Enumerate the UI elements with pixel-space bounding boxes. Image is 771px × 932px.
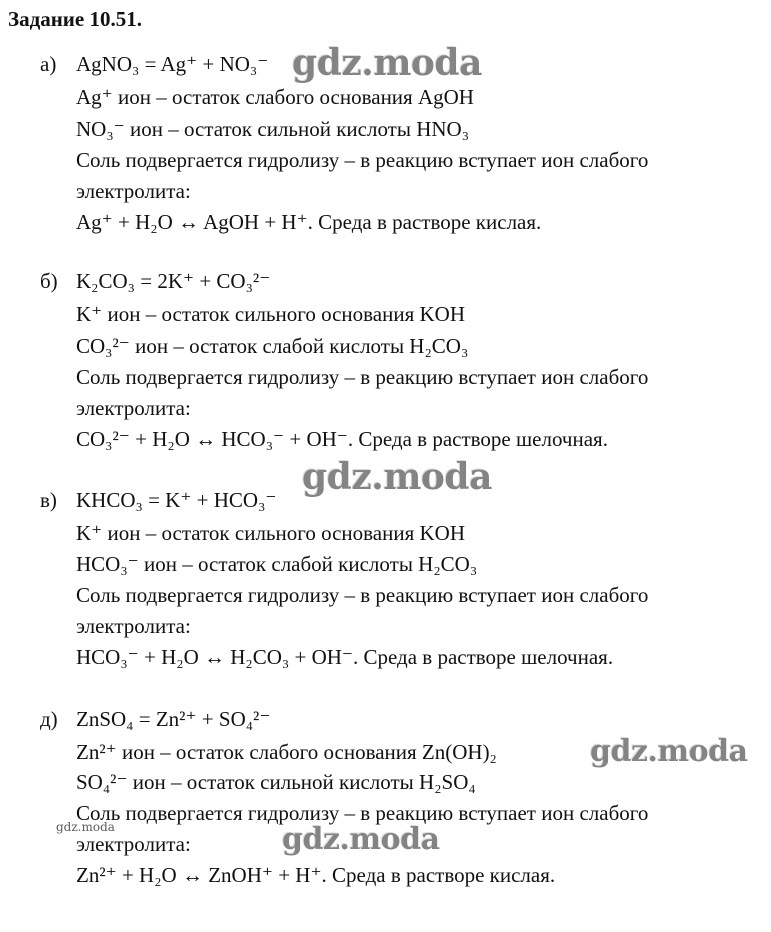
section-marker: а) [40, 52, 57, 76]
section-marker: в) [40, 488, 57, 512]
hydrolysis-equation: Zn²⁺ + H₂O ↔ ZnOH⁺ + H⁺. Среда в растворе кислая. [76, 863, 556, 887]
hydrolysis-statement: Соль подвергается гидролизу – в реакцию вступает ион слабого [76, 148, 649, 172]
section-marker: б) [40, 269, 58, 293]
anion-description: CO₃²⁻ ион – остаток слабой кислоты H₂CO₃ [76, 334, 469, 358]
hydrolysis-statement-cont: электролита: [76, 396, 191, 420]
hydrolysis-equation: Ag⁺ + H₂O ↔ AgOH + H⁺. Среда в растворе кислая. [76, 210, 542, 234]
hydrolysis-equation: CO₃²⁻ + H₂O ↔ HCO₃⁻ + OH⁻. Среда в растворе шелочная. [76, 427, 608, 451]
dissociation-equation: ZnSO₄ = Zn²⁺ + SO₄²⁻ [76, 707, 271, 731]
watermark-small: gdz.moda [56, 820, 115, 834]
cation-description: Ag⁺ ион – остаток слабого основания AgOH [76, 85, 474, 109]
cation-description: Zn²⁺ ион – остаток слабого основания Zn(OH)₂ [76, 740, 497, 764]
watermark-logo: gdz.moda [590, 734, 748, 769]
watermark-logo: gdz.moda [292, 42, 482, 84]
anion-description: NO₃⁻ ион – остаток сильной кислоты HNO₃ [76, 117, 470, 141]
watermark-logo: gdz.moda [282, 822, 440, 857]
anion-description: SO₄²⁻ ион – остаток сильной кислоты H₂SO₄ [76, 770, 476, 794]
hydrolysis-statement: Соль подвергается гидролизу – в реакцию вступает ион слабого [76, 801, 649, 825]
cation-description: K⁺ ион – остаток сильного основания KOH [76, 521, 466, 545]
hydrolysis-statement: Соль подвергается гидролизу – в реакцию вступает ион слабого [76, 365, 649, 389]
task-title: Задание 10.51. [8, 7, 142, 31]
dissociation-equation: AgNO₃ = Ag⁺ + NO₃⁻ [76, 52, 269, 76]
dissociation-equation: KHCO₃ = K⁺ + HCO₃⁻ [76, 488, 277, 512]
hydrolysis-statement-cont: электролита: [76, 832, 191, 856]
cation-description: K⁺ ион – остаток сильного основания KOH [76, 302, 466, 326]
watermark-logo: gdz.moda [302, 456, 492, 498]
hydrolysis-equation: HCO₃⁻ + H₂O ↔ H₂CO₃ + OH⁻. Среда в растворе шелочная. [76, 645, 614, 669]
hydrolysis-statement-cont: электролита: [76, 614, 191, 638]
anion-description: HCO₃⁻ ион – остаток слабой кислоты H₂CO₃ [76, 552, 478, 576]
section-marker: д) [40, 707, 58, 731]
hydrolysis-statement: Соль подвергается гидролизу – в реакцию вступает ион слабого [76, 583, 649, 607]
dissociation-equation: K₂CO₃ = 2K⁺ + CO₃²⁻ [76, 269, 271, 293]
hydrolysis-statement-cont: электролита: [76, 179, 191, 203]
